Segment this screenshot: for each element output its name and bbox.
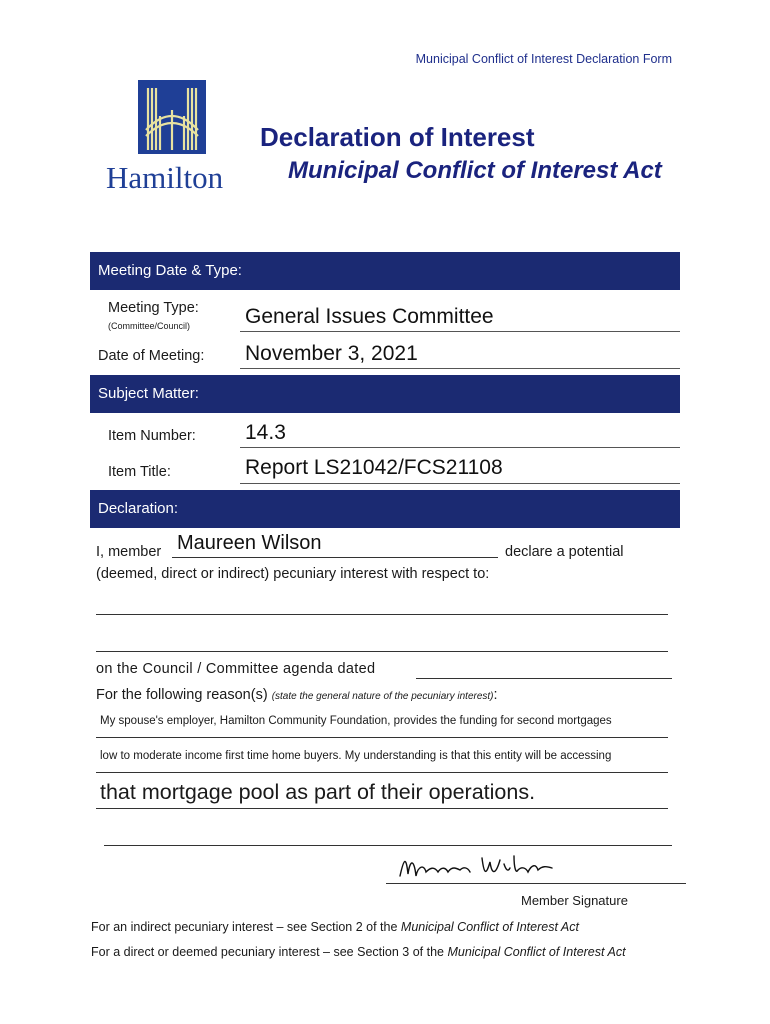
reason-underline-1	[96, 737, 668, 738]
reason-underline-3	[96, 808, 668, 809]
footer-indirect	[91, 920, 579, 934]
member-signature-image	[396, 850, 556, 886]
meeting-type-underline	[240, 331, 680, 332]
item-number-underline	[240, 447, 680, 448]
page-subtitle: Municipal Conflict of Interest Act	[288, 157, 662, 184]
reason-colon: :	[493, 687, 498, 703]
declaration-line2: (deemed, direct or indirect) pecuniary interest with respect to:	[96, 566, 490, 582]
section-bar-declaration: Declaration:	[90, 490, 680, 528]
hamilton-logo	[104, 80, 244, 200]
page-title: Declaration of Interest	[260, 122, 535, 152]
section-bar-meeting: Meeting Date & Type:	[90, 252, 680, 290]
footer-direct-text: For a direct or deemed pecuniary interest – see Section 3 of the	[91, 945, 444, 959]
member-prefix: I, member	[96, 544, 162, 560]
section-bar-subject: Subject Matter:	[90, 375, 680, 413]
meeting-type-label: Meeting Type:	[108, 300, 199, 316]
member-suffix: declare a potential	[505, 544, 624, 560]
reason-label: For the following reason(s)	[96, 687, 268, 703]
hamilton-h-logo-icon	[138, 80, 206, 154]
item-number-field[interactable]: 14.3	[245, 421, 286, 444]
signature-label: Member Signature	[521, 893, 628, 908]
reason-line-1[interactable]: My spouse's employer, Hamilton Community Foundation, provides the funding for second mortgages	[100, 715, 612, 727]
reason-underline-2	[96, 772, 668, 773]
footer-direct	[91, 945, 626, 959]
item-title-field[interactable]: Report LS21042/FCS21108	[245, 456, 503, 479]
blank-line-1[interactable]	[96, 614, 668, 615]
reason-underline-4[interactable]	[104, 845, 672, 846]
member-name-field[interactable]: Maureen Wilson	[177, 532, 322, 554]
footer-direct-act: Municipal Conflict of Interest Act	[447, 945, 626, 959]
signature-underline	[386, 883, 686, 884]
member-name-underline	[172, 557, 498, 558]
agenda-text: on the Council / Committee agenda dated	[96, 661, 376, 677]
item-title-underline	[240, 483, 680, 484]
footer-indirect-act: Municipal Conflict of Interest Act	[400, 920, 579, 934]
reason-label-row	[96, 687, 498, 703]
meeting-type-sublabel: (Committee/Council)	[108, 321, 191, 331]
meeting-date-underline	[240, 368, 680, 369]
item-number-label: Item Number:	[108, 428, 196, 444]
meeting-type-field[interactable]: General Issues Committee	[245, 305, 494, 328]
blank-line-2[interactable]	[96, 651, 668, 652]
reason-line-2[interactable]: low to moderate income first time home buyers. My understanding is that this entity will be accessing	[100, 750, 612, 762]
logo-wordmark: Hamilton	[106, 160, 224, 195]
agenda-date-underline[interactable]	[416, 678, 672, 679]
form-name-header: Municipal Conflict of Interest Declaration Form	[415, 52, 672, 66]
reason-line-3[interactable]: that mortgage pool as part of their operations.	[100, 780, 536, 804]
meeting-date-label: Date of Meeting:	[98, 348, 205, 364]
footer-indirect-text: For an indirect pecuniary interest – see Section 2 of the	[91, 920, 398, 934]
meeting-date-field[interactable]: November 3, 2021	[245, 342, 418, 365]
reason-hint: (state the general nature of the pecuniary interest)	[271, 691, 494, 702]
item-title-label: Item Title:	[108, 464, 171, 480]
